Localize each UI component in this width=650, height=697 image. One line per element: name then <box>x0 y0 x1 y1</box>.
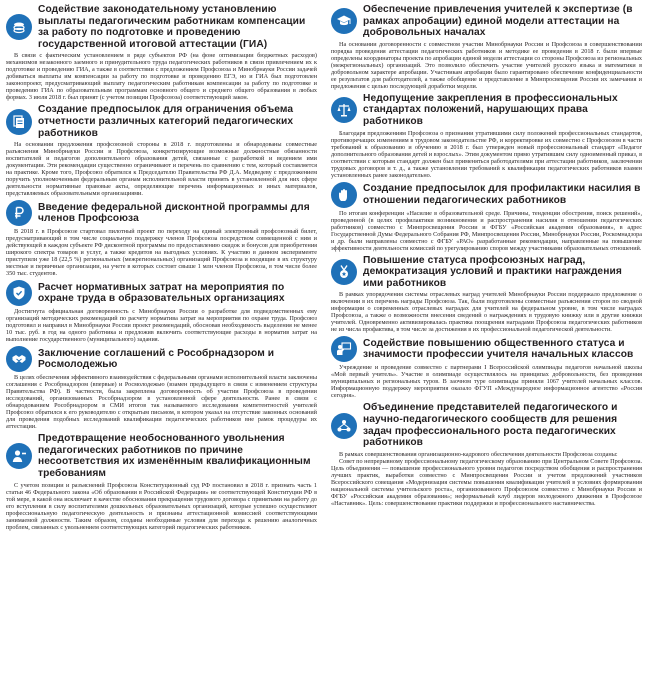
section-header <box>331 93 642 128</box>
section-header <box>6 433 317 479</box>
section-body <box>331 210 642 252</box>
section-primary-teachers <box>331 336 642 399</box>
section-title: Недопущение закрепления в профессиональных стандартах положений, нарушающих права работников <box>363 92 618 127</box>
section-body <box>331 364 642 399</box>
section-header <box>331 4 642 39</box>
section-header <box>6 4 317 50</box>
section-paragraph: В рамках упорядочения системы отраслевых наград учителей Минобрнауки России поддержало предложение о включении в их перечень награды Профсоюза. Так, были подготовлены совместные разъяснения сторон по сводной информации о современных отраслевых наградах для учителей на федеральном уровне, в том числе наградах Профсоюза, а также о возможности внесения сведений о награждениях в трудовую книжку или в другие книжки учителей. Одновременно активизировалась практика поощрения наградами Профсоюза педагогических работников не из числа профактива, в том числе за достижения в их профессиональной педагогической деятельности. <box>331 291 642 334</box>
graduation-cap-icon <box>331 8 357 34</box>
section-body <box>331 451 642 507</box>
section-reporting-limits <box>6 104 317 197</box>
person-minus-icon <box>6 443 32 469</box>
section-title: Создание предпосылок для ограничения объема отчетности различных категорий педагогических работников <box>38 104 294 139</box>
right-column <box>331 4 642 697</box>
section-agreements <box>6 346 317 430</box>
people-network-icon <box>331 413 357 439</box>
section-header <box>6 200 317 226</box>
section-title: Введение федеральной дисконтной программы для членов Профсоюза <box>38 201 310 225</box>
section-paragraph: В целях обеспечения эффективного взаимодействия с федеральными органами исполнительной власти заключены соглашения с Рособрнадзором (впервые) и Росмолодежью (взамен предыдущего в связи с изменением структуры Правительства РФ). В частности, была закреплена договоренность об участии Профсоюза в проведении исследований, организованных Рособрнадзором в установленной сфере деятельности. Ранее в связи с обнародованием Рособрнадзором в СМИ итогов так называемого исследования компетентностей учителей Профсоюз обратился к его руководителю с открытым письмом, в котором указал на отсутствие законных оснований для проведения подобных исследований квалификации педагогических работников вне рамок процедуры их аттестации. <box>6 374 317 431</box>
section-professional-standards <box>331 93 642 179</box>
section-header <box>331 255 642 290</box>
section-dismissal-prevention <box>6 433 317 530</box>
section-title: Создание предпосылок для профилактики насилия в отношении педагогических работников <box>363 182 641 206</box>
section-paragraph: В рамках совершенствования организационно-кадрового обеспечения деятельности Профсоюза созданы: <box>339 450 618 458</box>
ruble-icon <box>6 200 32 226</box>
section-header <box>6 346 317 372</box>
section-title: Предотвращение необоснованного увольнения педагогических работников по причине несоответствия их изменённым квалификационным требованиям <box>38 433 311 479</box>
section-body <box>6 52 317 101</box>
shield-icon <box>6 280 32 306</box>
section-paragraph: На основании предложения профсоюзной стороны в 2018 г. подготовлены и обнародованы совместные разъяснения Минобрнауки России и Профсоюза, конкретизирующие возможные должностные обязанности воспитателей и педагогов дополнительного образования детей, связанные с разработкой и ведением ими документации. Эти рекомендации существенно ограничивают и перечень по сравнению с тем, который составляется на практике. Кроме того, Профсоюз обратился к Председателю Правительства РФ Д.А. Медведеву с предложением поручить уполномоченным федеральным органам исполнительной власти принять в установленной для них сфере деятельности нормативные правовые акты, определяющие перечень информационных и иных материалов, представляемых образовательными организациями. <box>6 141 317 198</box>
coins-icon <box>6 14 32 40</box>
section-title: Расчет нормативных затрат на мероприятия по охране труда в образовательных организациях <box>38 281 285 305</box>
documents-icon <box>6 109 32 135</box>
section-body <box>331 291 642 333</box>
section-paragraph: В 2018 г. в Профсоюзе стартовал пилотный проект по переходу на единый электронный профсоюзный билет, предусматривающий в том числе социальную поддержку членов Профсоюза посредством совмещенной с ним и действующей в каждом субъекте РФ дисконтной программы по предоставлению скидок и бонусов для приобретения широкого спектра товаров и услуг, а также кредитов на выгодных условиях. К участию в данном эксперименте приступили уже 18 (22,5 %) региональных (межрегиональных) организаций Профсоюза и входящие в их структуру местные и первичные организации, на учете в которых состоит свыше 1 млн членов Профсоюза, в том числе более 350 тыс. студентов. <box>6 228 317 278</box>
medal-icon <box>331 259 357 285</box>
section-labor-safety <box>6 280 317 343</box>
section-header <box>331 402 642 448</box>
section-body <box>331 130 642 179</box>
left-column <box>6 4 317 697</box>
section-gia-compensation <box>6 4 317 101</box>
teacher-icon <box>331 336 357 362</box>
section-body <box>6 308 317 343</box>
section-body <box>6 141 317 197</box>
section-title: Повышение статуса профсоюзных наград, демократизация условий и практики награждения ими работников <box>363 254 622 289</box>
section-title: Содействие законодательному установлению выплаты педагогическим работникам компенсации за работу по подготовке и проведению государственной итоговой аттестации (ГИА) <box>38 4 306 50</box>
section-paragraph: На основании договоренности с совместном участии Минобрнауки России и Профсоюза в совершенствовании порядка проведения аттестации педагогических работников и методике ее проведения в 2018 г. были впервые определены координаторы проекта по апробации единой модели аттестации со стороны Профсоюза из региональных (межрегиональных) организаций. Это позволило обеспечить участие учителей русского языка и математики в добровольном характере апробации. Участникам апробации было гарантировано обеспечение конфиденциальности ее результатов для работодателей, а также обобщение и представление в Минпросвещения России их замечания и предложения с целью последующей доработки модели. <box>331 40 642 90</box>
section-body <box>6 228 317 277</box>
section-discount-program <box>6 200 317 277</box>
section-title: Объединение представителей педагогического и научно-педагогического сообществ для решения задач профессионального роста педагогических работников <box>363 402 618 449</box>
section-communities-union <box>331 402 642 506</box>
section-title: Обеспечение привлечения учителей к экспертизе (в рамках апробации) единой модели аттестации на добровольных началах <box>363 4 633 39</box>
section-paragraph: Благодаря предложениям Профсоюза о признании утратившими силу положений профессиональных стандартов, противоречащих изменениям в трудовом законодательстве РФ, и корректировке их совместно с Профсоюзом в части требований к образованию и обучению в 2018 г. был утвержден новый профессиональный стандарт «Педагог дополнительного образования детей и взрослых». Этим документом прямо утратившим силу одноименный приказ, в соответствии с которым стандарт должен был применяться работодателями при аттестации работников, заключении трудовых договоров и т. д., а также установлении требований к квалификации педагогических работников взамен установленных ранее законодательно. <box>331 129 642 179</box>
section-header <box>6 280 317 306</box>
section-violence-prevention <box>331 182 642 252</box>
section-header <box>6 104 317 139</box>
section-title: Содействие повышению общественного статуса и значимости профессии учителя начальных классов <box>363 337 634 361</box>
section-body <box>6 482 317 531</box>
section-body <box>331 41 642 90</box>
section-awards <box>331 255 642 334</box>
section-paragraph: С учетом позиции и разъяснений Профсоюза Конституционный суд РФ постановил в 2018 г. признать часть 1 статьи 46 Федерального закона «Об образовании в Российской Федерации» не соответствующей Конституции РФ в той мере, в какой она исключает в качестве обоснования прекращения трудового договора с принятыми на работу до его вступления в силу воспитателями дошкольных образовательных организаций, которые успешно осуществляют профессиональную педагогическую деятельность и признаны аттестационной комиссией соответствующими занимаемой должности. Таким образом, созданы необходимые условия для перехода к решению аналогичных проблем, связанных с увольнением соответствующих категорий педагогических работников. <box>6 481 317 531</box>
section-header <box>331 182 642 208</box>
section-attestation-expertise <box>331 4 642 90</box>
hand-stop-icon <box>331 182 357 208</box>
section-paragraph: Совет по непрерывному профессиональному педагогическому образованию при Центральном Совете Профсоюза. Цель объединения — повышение профессионального уровня педагогов посредством обобщения и распространения лучших практик, выработки совместно с Минпросвещения России и учетом предложений участников Всероссийского совещания «Модернизация системы повышения квалификации учителей в условиях формирования национальной системы учительского роста», организованного Профсоюзом совместно с Минобрнауки России и ФГБУ «Российская академия образования»; неформальный клуб лидеров молодежного движения в Профсоюзе «Наставник». Цель: совершенствование практики поддержки и профессионального наставничества. <box>331 457 642 507</box>
scales-icon <box>331 97 357 123</box>
section-title: Заключение соглашений с Рособрнадзором и Росмолодежью <box>38 347 275 371</box>
section-paragraph: По итогам конференции «Насилие в образовательной среде. Причины, тенденции обострения, поиск решений», проведенной (в целях профилактики возникновения и распространения насилия в отношении педагогических работников) совместно с Минпросвещения России и ФГБУ «Российская академия образования», в адрес Государственной Думы Федерального Собрания РФ, Минпросвещения России, Минобрнауки России, Роскомнадзора и др. были направлены совместно с ФГБУ «РАО» разработанные рекомендации, направленные на повышение эффективности деятельности комиссий по урегулированию споров между участниками образовательных отношений. <box>331 209 642 252</box>
section-header <box>331 336 642 362</box>
section-paragraph: Учреждение и проведение совместно с партнерами I Всероссийской олимпиады педагогов начальной школы «Мой первый учитель». Участие в олимпиаде осуществлялось на принципах добровольности, без проведения муниципальных и региональных туров. В заочном туре олимпиады приняли 1067 учителей начальных классов. Информационную поддержку мероприятия оказало ФГУП «Международное информационное агентство «Россия сегодня». <box>331 364 642 400</box>
handshake-icon <box>6 346 32 372</box>
section-paragraph: Достигнута официальная договоренность с Минобрнауки России о разработке для подведомственных ему организаций методических рекомендаций по расчету норматива затрат на мероприятия по охране труда. Профсоюз подготовил и направил в Минобрнауки России проект рекомендаций, обосновав необходимость выделения не менее 10 тыс. руб. в год на одного работника и предложив включить соответствующие расходы в норматив затрат на выполнение государственного (муниципального) задания. <box>6 308 317 344</box>
section-paragraph: В связи с фактическим установлением в ряде субъектов РФ (на фоне оптимизации бюджетных расходов) механизмов незаконного заемного и принудительного труда педагогических работников в связи привлечением их к подготовке и проведению ГИА, а также в соответствии с предложением Профсоюза и Минобрнауки России задачей добиваться выплаты им компенсации за работу по подготовке и проведению ЕГЭ, но и ГИА был подготовлен законопроект, предусматривающий выплату педагогическим работникам компенсации за работу по подготовке и проведению ГИА по образовательным программам основного общего и среднего общего образования в любых формах. 3 июля 2018 г. был принят (с учетом позиции Профсоюза) соответствующий закон. <box>6 52 317 102</box>
section-body <box>6 374 317 430</box>
